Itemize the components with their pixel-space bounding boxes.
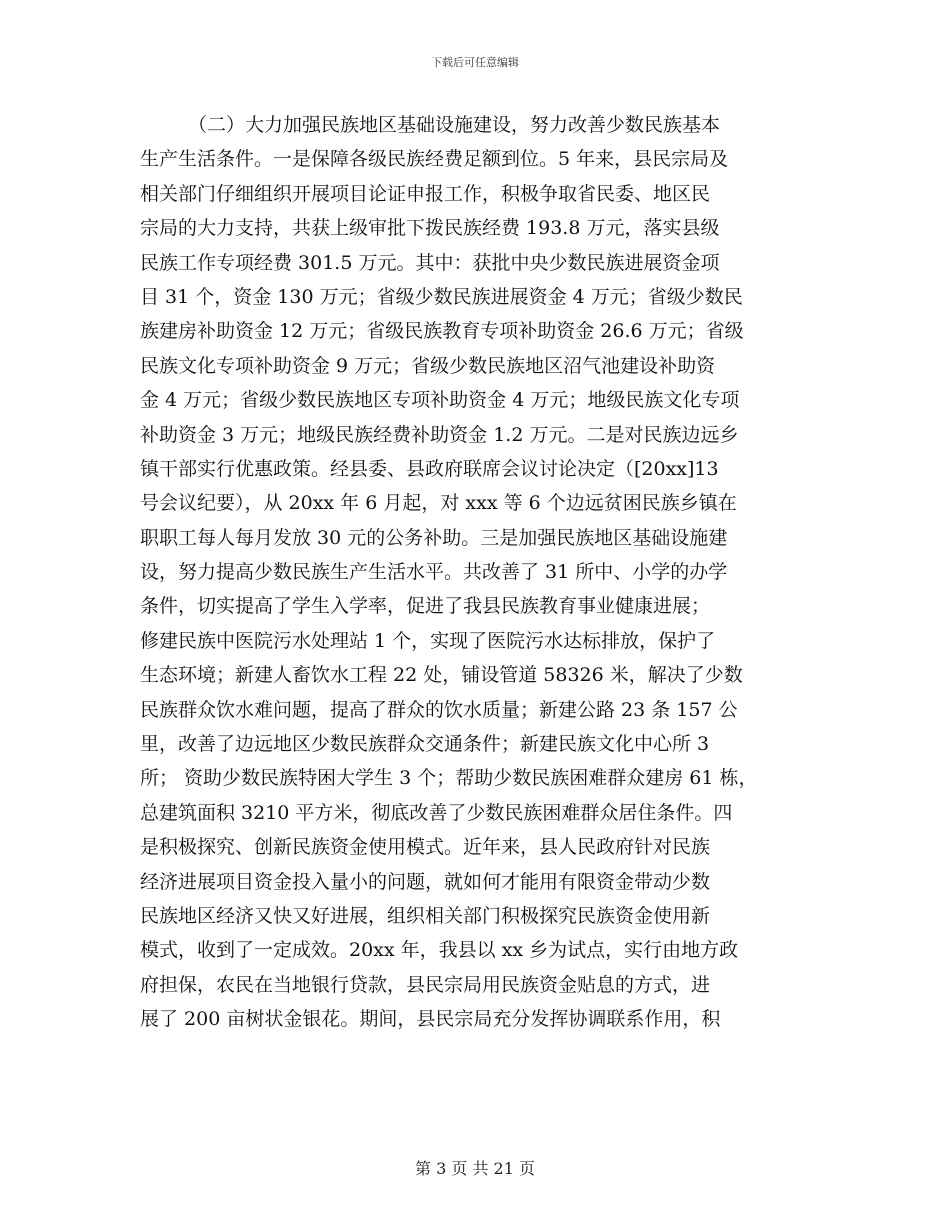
paragraph-line: 经济进展项目资金投入量小的问题，就如何才能用有限资金带动少数	[140, 870, 711, 893]
page-footer: 第 3 页 共 21 页	[415, 1159, 535, 1178]
paragraph-line: 是积极探究、创新民族资金使用模式。近年来，县人民政府针对民族	[140, 836, 711, 859]
page-header: 下载后可任意编辑	[431, 56, 519, 69]
paragraph-line: 补助资金 3 万元；地级民族经费补助资金 1.2 万元。二是对民族边远乡	[140, 423, 739, 446]
paragraph-line: 设，努力提高少数民族生产生活水平。共改善了 31 所中、小学的办学	[140, 561, 728, 584]
paragraph-line: 目 31 个，资金 130 万元；省级少数民族进展资金 4 万元；省级少数民	[140, 285, 743, 308]
paragraph-line: 金 4 万元；省级少数民族地区专项补助资金 4 万元；地级民族文化专项	[140, 389, 740, 412]
paragraph-line: 所； 资助少数民族特困大学生 3 个；帮助少数民族困难群众建房 61 栋，	[140, 767, 758, 790]
paragraph-line: 民族工作专项经费 301.5 万元。其中：获批中央少数民族进展资金项	[140, 251, 720, 274]
paragraph-line: 相关部门仔细组织开展项目论证申报工作，积极争取省民委、地区民	[140, 182, 711, 205]
paragraph-line: 民族地区经济又快又好进展，组织相关部门积极探究民族资金使用新	[140, 904, 711, 927]
paragraph-line: 职职工每人每月发放 30 元的公务补助。三是加强民族地区基础设施建	[140, 526, 728, 549]
paragraph-line: 总建筑面积 3210 平方米，彻底改善了少数民族困难群众居住条件。四	[140, 801, 733, 824]
paragraph-line: 条件，切实提高了学生入学率，促进了我县民族教育事业健康进展；	[140, 595, 711, 618]
paragraph-line: 生产生活条件。一是保障各级民族经费足额到位。5 年来，县民宗局及	[140, 148, 729, 171]
paragraph-line: 修建民族中医院污水处理站 1 个，实现了医院污水达标排放，保护了	[140, 629, 716, 652]
paragraph-line: （二）大力加强民族地区基础设施建设，努力改善少数民族基本	[188, 114, 721, 136]
paragraph-line: 镇干部实行优惠政策。经县委、县政府联席会议讨论决定（[20xx]13	[140, 457, 719, 480]
paragraph-line: 展了 200 亩树状金银花。期间，县民宗局充分发挥协调联系作用，积	[140, 1008, 721, 1031]
paragraph-line: 民族群众饮水难问题，提高了群众的饮水质量；新建公路 23 条 157 公	[140, 698, 738, 721]
paragraph-line: 号会议纪要），从 20xx 年 6 月起，对 xxx 等 6 个边远贫困民族乡镇在	[140, 492, 737, 515]
paragraph-line: 宗局的大力支持，共获上级审批下拨民族经费 193.8 万元，落实县级	[140, 217, 720, 240]
paragraph-line: 里，改善了边远地区少数民族群众交通条件；新建民族文化中心所 3	[140, 733, 710, 756]
paragraph-line: 生态环境；新建人畜饮水工程 22 处，铺设管道 58326 米，解决了少数	[140, 664, 743, 687]
paragraph-line: 族建房补助资金 12 万元；省级民族教育专项补助资金 26.6 万元；省级	[140, 320, 744, 343]
paragraph-line: 府担保，农民在当地银行贷款，县民宗局用民族资金贴息的方式，进	[140, 973, 711, 996]
document-body	[140, 108, 820, 1037]
paragraph-line: 民族文化专项补助资金 9 万元；省级少数民族地区沼气池建设补助资	[140, 354, 716, 377]
paragraph-line: 模式，收到了一定成效。20xx 年，我县以 xx 乡为试点，实行由地方政	[140, 939, 739, 962]
